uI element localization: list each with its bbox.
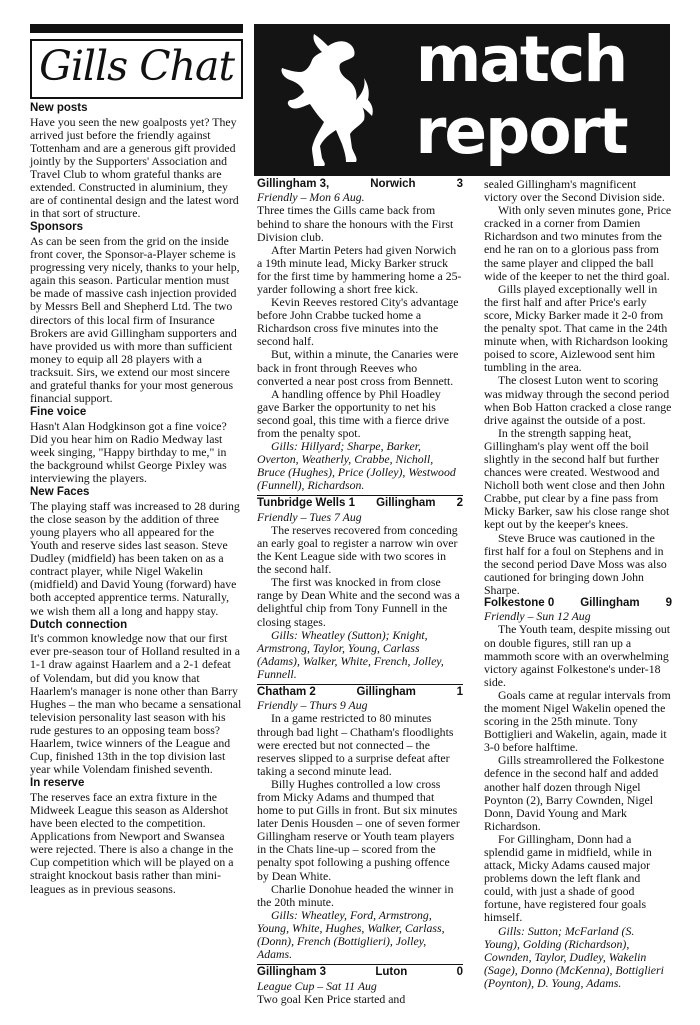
chat-section-heading: In reserve — [30, 777, 85, 790]
report-paragraph: The Youth team, despite missing out on double figures, still ran up a mammoth score with an overwhelming victory against Folkestone's under-18 side. — [484, 622, 671, 689]
match-heading — [257, 684, 463, 699]
match-heading — [257, 178, 463, 191]
team-lineup: Gills: Wheatley, Ford, Armstrong, Young, White, Hughes, Walker, Carlass, (Donn), French (Bottiglieri), Jolley, Adams. — [257, 907, 445, 962]
top-rule — [30, 24, 243, 33]
match-heading-home: Tunbridge Wells 1 — [257, 497, 355, 510]
match-report-banner — [254, 24, 670, 176]
report-paragraph: Kevin Reeves restored City's advantage before John Crabbe tucked home a Richardson cross five minutes into the second half. — [257, 295, 459, 349]
chat-section — [30, 777, 243, 895]
gills-chat-sections — [30, 102, 243, 896]
report-paragraph: Steve Bruce was cautioned in the first half for a foul on Stephens and in the second period Dave Moss was also cautioned for bringing down John Sharpe. — [484, 530, 667, 597]
match-report-title — [374, 23, 668, 172]
report-paragraph: sealed Gillingham's magnificent victory over the Second Division side. — [484, 177, 665, 205]
match-heading-score: 0 — [456, 966, 463, 979]
match-heading-home: Chatham 2 — [257, 686, 316, 698]
match-report-column-2 — [484, 178, 672, 990]
chat-paragraph: The playing staff was increased to 28 during the close season by the addition of three young players who all appeared for the Youth and reserve sides last season. Steve Dudley (midfield) has been taken on as a contract player, while Nigel Wakelin (midfield) and David Young (forward) have both accepted apprentice terms. Naturally, we wish them all a long and happy stay. — [30, 498, 240, 618]
chat-paragraph: As can be seen from the grid on the inside front cover, the Sponsor-a-Player scheme is progressing very nicely, thanks to your help, again this season. Particular mention must be made of massive cash injection provided by Messrs Bell and Shepherd Ltd. The two directors of this local firm of Insurance Brokers are avid Gillingham supporters and have provided us with more than sufficient money to equip all 28 players with a tracksuit. Sirs, we extend our most sincere and grateful thanks for your most generous financial support. — [30, 233, 240, 406]
report-paragraph: The reserves recovered from conceding an early goal to register a narrow win over the Kent League side with two scores in the second half. — [257, 522, 458, 577]
match-subheading: Friendly – Tues 7 Aug — [257, 509, 362, 524]
match-report-title-line2: report — [415, 95, 627, 168]
match-heading — [257, 495, 463, 510]
report-paragraph: After Martin Peters had given Norwich a 19th minute lead, Micky Barker struck for the first time by hammering home a 25-yarder following a short free kick. — [257, 242, 462, 296]
report-paragraph: In a game restricted to 80 minutes through bad light – Chatham's floodlights were erected but not connected – the reserves slipped to a surprise defeat after taking a second minute lead. — [257, 711, 454, 778]
match-subheading: Friendly – Mon 6 Aug. — [257, 190, 365, 205]
report-paragraph: Gills streamrollered the Folkestone defence in the second half and added another half dozen through Nigel Poynton (2), Barry Cownden, Nigel Donn, David Young and Mark Richardson. — [484, 753, 665, 833]
report-paragraph: With only seven minutes gone, Price cracked in a corner from Damien Richardson and two minutes from the end he ran on to a glorious pass from the same player and clipped the ball wide of the keeper to net the third goal. — [484, 203, 672, 283]
chat-paragraph: It's common knowledge now that our first ever pre-season tour of Holland resulted in a 1-1 draw against Haarlem and a 2-1 defeat of Volendam, but did you know that Haarlem's manager is none other than Barry Hughes – the man who became a sensational television personality last season with his rude gestures to an opposing team boss? Haarlem, twice winners of the League and Cup, finished 13th in the top division last year while Volendam finished seventh. — [30, 631, 242, 777]
match-heading-away: Gillingham — [356, 686, 416, 698]
chat-paragraph: The reserves face an extra fixture in the Midweek League this season as Aldershot have been elected to the competition. Applications from Newport and Swansea were rejected. There is also a change in the Cup competition which will be played on a straight knockout basis rather than mini-leagues as in previous seasons. — [30, 789, 234, 896]
match-subheading: Friendly – Sun 12 Aug — [484, 609, 591, 624]
report-paragraph: A handling offence by Phil Hoadley gave Barker the opportunity to net his second goal, this time with a fierce drive from the penalty spot. — [257, 386, 449, 440]
report-paragraph: In the strength sapping heat, Gillingham's play went off the boil slightly in the second half but further chances were created. Westwood and Nicholl both went close and then John Crabbe, put clear by a fine pass from Micky Barker, saw his close range shot kept out by the keeper's knees. — [484, 425, 670, 532]
match-heading-score: 3 — [456, 178, 463, 190]
chat-section — [30, 486, 243, 617]
match-heading-home: Folkestone 0 — [484, 597, 555, 609]
chat-section — [30, 102, 243, 220]
match-report-title-line1: match — [415, 23, 627, 96]
match-heading — [484, 597, 672, 610]
chat-paragraph: Have you seen the new goalposts yet? They arrived just before the friendly against Tottenham and are a generous gift provided jointly by the Supporters' Association and Travel Club to whom grateful thanks are extended. Constructed in aluminium, they are of continental design and the latest word in that sort of structure. — [30, 114, 239, 221]
chat-section-heading: Fine voice — [30, 406, 87, 419]
chat-paragraph: Hasn't Alan Hodgkinson got a fine voice? Did you hear him on Radio Medway last week singing, "Happy birthday to me," in the background whilst George Pixley was interviewing the players. — [30, 418, 227, 486]
rearing-horse-icon — [262, 30, 380, 170]
team-lineup: Gills: Sutton; McFarland (S. Young), Golding (Richardson), Cownden, Taylor, Dudley, Wakelin (Sage), Donno (McKenna), Bottiglieri (Poynton), D. Young, Adams. — [484, 923, 664, 990]
match-heading-score: 1 — [456, 686, 463, 698]
chat-section-heading: New Faces — [30, 486, 90, 499]
match-heading — [257, 964, 463, 979]
report-paragraph: Billy Hughes controlled a low cross from Micky Adams and thumped that home to put Gills in front. But six minutes later Denis Housden – one of seven former Gillingham reserve or Youth team players in the Chats line-up – scored from the penalty spot following a pushing offence by Dean White. — [257, 776, 460, 883]
match-heading-score: 2 — [456, 497, 463, 510]
report-paragraph: Gills played exceptionally well in the first half and after Price's early score, Micky Barker made it 2-0 from the penalty spot. That came in the 24th minute when, with Richardson looking poised to score, Aizlewood sent him tumbling in the area. — [484, 281, 668, 375]
chat-section — [30, 619, 243, 777]
match-heading-home: Gillingham 3, — [257, 178, 330, 190]
match-heading-away: Gillingham — [580, 597, 640, 609]
match-report-column-1 — [257, 178, 463, 1006]
chat-section — [30, 406, 243, 485]
report-paragraph: The closest Luton went to scoring was midway through the second period when Bob Hatton cracked a close range drive against the outside of a post. — [484, 373, 672, 427]
chat-section-heading: New posts — [30, 102, 88, 114]
match-subheading: Friendly – Thurs 9 Aug — [257, 698, 368, 713]
team-lineup: Gills: Hillyard; Sharpe, Barker, Overton, Weatherly, Crabbe, Nicholl, Bruce (Hughes), Price (Jolley), Westwood (Funnell), Richardson. — [257, 439, 456, 493]
team-lineup: Gills: Wheatley (Sutton); Knight, Armstrong, Taylor, Young, Carlass (Adams), Walker, White, French, Jolley, Funnell. — [257, 627, 444, 681]
match-subheading: League Cup – Sat 11 Aug — [257, 978, 377, 993]
gills-chat-title: Gills Chat — [30, 39, 243, 99]
report-paragraph: But, within a minute, the Canaries were back in front through Reeves who converted a near post cross from Bennett. — [257, 347, 459, 388]
match-heading-score: 9 — [665, 597, 672, 609]
report-paragraph: For Gillingham, Donn had a splendid game in midfield, while in attack, Micky Adams caused major problems down the left flank and could, with just a shade of good fortune, have registered four goals himself. — [484, 831, 652, 925]
match-heading-away: Norwich — [370, 178, 416, 190]
match-heading-home: Gillingham 3 — [257, 966, 327, 979]
chat-section-heading: Sponsors — [30, 221, 84, 234]
match-heading-away: Gillingham — [376, 497, 436, 510]
match-heading-away: Luton — [375, 966, 408, 979]
chat-section — [30, 221, 243, 405]
chat-section-heading: Dutch connection — [30, 618, 128, 631]
report-paragraph: Two goal Ken Price started and — [257, 991, 406, 1006]
report-paragraph: The first was knocked in from close range by Dean White and the second was a delightful chip from Tony Funnell in the closing stages. — [257, 575, 460, 629]
gills-chat-column — [30, 24, 243, 896]
report-paragraph: Three times the Gills came back from behind to share the honours with the First Division club. — [257, 203, 454, 244]
report-paragraph: Charlie Donohue headed the winner in the 20th minute. — [257, 881, 454, 909]
report-paragraph: Goals came at regular intervals from the moment Nigel Wakelin opened the scoring in the 25th minute. Tony Bottiglieri and Wakelin, again, made it 3-0 before halftime. — [484, 687, 671, 755]
